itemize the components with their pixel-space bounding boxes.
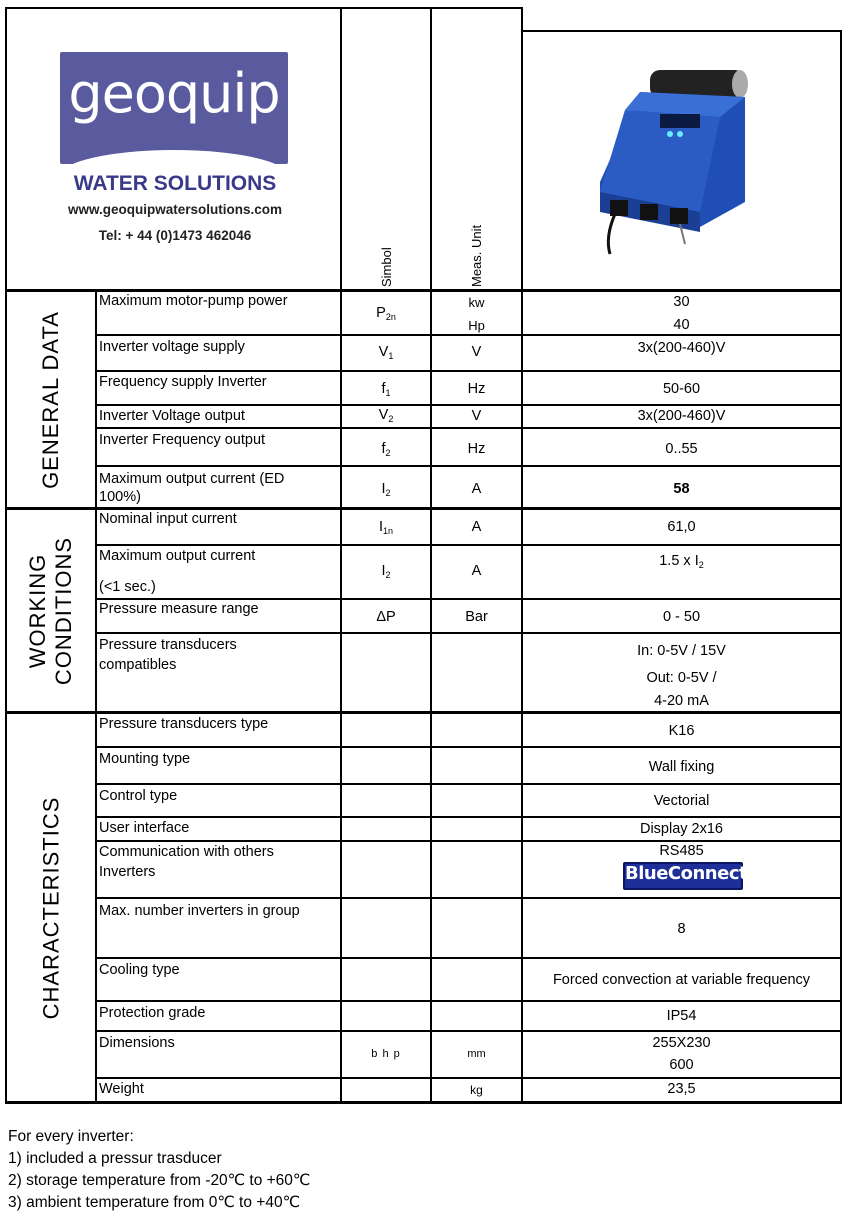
value-transducers-out: Out: 0-5V / <box>646 670 717 686</box>
symbol-main: I <box>381 481 386 497</box>
unit-voltage-output: V <box>471 408 482 424</box>
unit-column-header: Meas. Unit <box>469 224 484 287</box>
working-line2: CONDITIONS <box>51 536 76 685</box>
symbol-main: f <box>381 441 386 457</box>
symbol-frequency-supply <box>342 381 430 402</box>
table-border <box>522 30 842 32</box>
symbol-sub: 1n <box>383 526 394 536</box>
label-transducers-compatibles: Pressure transducers <box>99 637 237 653</box>
label-mounting-type: Mounting type <box>99 751 191 767</box>
row-border <box>95 1000 842 1002</box>
label-max-group: Max. number inverters in group <box>99 903 300 919</box>
value-max-output-current-ed: 58 <box>673 481 690 497</box>
symbol-main: I <box>378 519 383 535</box>
label-transducer-type: Pressure transducers type <box>99 716 269 732</box>
label-pressure-range: Pressure measure range <box>99 601 259 617</box>
symbol-max-power <box>342 305 430 326</box>
value-max-group: 8 <box>677 921 686 937</box>
row-border <box>95 334 842 336</box>
symbol-dimensions: b h p <box>371 1048 401 1060</box>
value-nominal-input-current: 61,0 <box>667 519 696 535</box>
symbol-sub: 2 <box>385 570 391 580</box>
table-border <box>5 289 842 292</box>
notes-intro: For every inverter: <box>8 1128 134 1145</box>
value-weight: 23,5 <box>667 1081 696 1097</box>
value-max-output-current-short <box>523 553 840 574</box>
label-protection-grade: Protection grade <box>99 1005 206 1021</box>
symbol-sub: 2 <box>385 448 391 458</box>
label-transducers-compatibles-2: compatibles <box>99 657 177 673</box>
note-1: 1) included a pressur trasducer <box>8 1150 222 1167</box>
unit-max-output-current-short: A <box>471 563 482 579</box>
symbol-max-output-current-short <box>342 563 430 584</box>
symbol-main: V <box>378 344 389 360</box>
row-border <box>95 816 842 818</box>
symbol-main: P <box>376 305 386 321</box>
row-border <box>95 465 842 467</box>
unit-max-output-current-ed: A <box>471 481 482 497</box>
section-general-data <box>7 292 95 507</box>
label-weight: Weight <box>99 1081 144 1097</box>
label-communication: Communication with others <box>99 844 274 860</box>
unit-weight: kg <box>470 1083 483 1097</box>
unit-hp: Hp <box>468 318 485 333</box>
value-frequency-output: 0..55 <box>665 441 698 457</box>
inverter-product-image <box>585 62 755 257</box>
symbol-main: I <box>381 563 386 579</box>
symbol-sub: 1 <box>385 388 391 398</box>
symbol-frequency-output <box>342 441 430 462</box>
label-user-interface: User interface <box>99 820 190 836</box>
value-power-hp: 40 <box>673 317 690 333</box>
unit-kw: kw <box>468 295 485 310</box>
section-characteristics <box>7 714 95 1101</box>
note-3: 3) ambient temperature from 0℃ to +40℃ <box>8 1194 300 1211</box>
label-control-type: Control type <box>99 788 178 804</box>
label-max-output-current-ed-2: 100%) <box>99 489 141 505</box>
logo-website: www.geoquipwatersolutions.com <box>67 202 283 217</box>
note-2: 2) storage temperature from -20℃ to +60℃ <box>8 1172 311 1189</box>
value-dimensions-2: 600 <box>669 1057 694 1073</box>
logo-phone: Tel: + 44 (0)1473 462046 <box>98 228 252 243</box>
label-max-output-current-short-2: (<1 sec.) <box>99 579 156 595</box>
value-control-type: Vectorial <box>653 793 710 809</box>
value-power-kw: 30 <box>673 294 690 310</box>
label-frequency-supply: Frequency supply Inverter <box>99 374 267 390</box>
value-user-interface: Display 2x16 <box>639 821 723 837</box>
row-border <box>95 632 842 634</box>
label-communication-2: Inverters <box>99 864 156 880</box>
row-border <box>95 598 842 600</box>
table-border <box>430 7 432 1103</box>
symbol-sub: 2 <box>388 414 394 424</box>
value-voltage-supply: 3x(200-460)V <box>637 340 726 356</box>
row-border <box>95 957 842 959</box>
value-frequency-supply: 50-60 <box>662 381 701 397</box>
value-transducers-out-2: 4-20 mA <box>654 693 709 709</box>
value-dimensions-1: 255X230 <box>652 1035 711 1051</box>
unit-nominal-input-current: A <box>471 519 482 535</box>
symbol-main: f <box>381 381 386 397</box>
blueconnect-logo: BlueConnect <box>623 862 743 890</box>
section-characteristics-label: CHARACTERISTICS <box>38 796 64 1019</box>
symbol-pressure-range: ΔP <box>376 609 396 625</box>
symbol-voltage-output <box>342 407 430 428</box>
logo-tagline: WATER SOLUTIONS <box>73 172 277 195</box>
value-voltage-output: 3x(200-460)V <box>637 408 726 424</box>
label-voltage-output: Inverter Voltage output <box>99 408 245 424</box>
label-frequency-output: Inverter Frequency output <box>99 432 266 448</box>
row-border <box>95 404 842 406</box>
row-border <box>95 897 842 899</box>
logo-name: geoquip <box>68 62 280 125</box>
value-communication: RS485 <box>659 843 704 859</box>
row-border <box>95 1077 842 1079</box>
value-transducer-type: K16 <box>668 723 695 739</box>
row-border <box>95 1030 842 1032</box>
label-voltage-supply: Inverter voltage supply <box>99 339 245 355</box>
row-border <box>95 370 842 372</box>
symbol-sub: 1 <box>388 351 394 361</box>
value-sub: 2 <box>698 560 704 570</box>
section-working-label <box>25 536 77 684</box>
symbol-sub: 2 <box>385 488 391 498</box>
section-working-conditions <box>7 510 95 711</box>
value-cooling-type: Forced convection at variable frequency <box>552 972 811 988</box>
table-border <box>5 1101 842 1104</box>
label-dimensions: Dimensions <box>99 1035 175 1051</box>
row-border <box>95 746 842 748</box>
row-border <box>95 544 842 546</box>
table-border <box>5 7 523 9</box>
label-max-output-current-ed: Maximum output current (ED <box>99 471 285 487</box>
table-border <box>95 290 97 1103</box>
symbol-sub: 2n <box>385 312 396 322</box>
unit-voltage-supply: V <box>471 344 482 360</box>
unit-frequency-supply: Hz <box>467 381 486 397</box>
unit-dimensions: mm <box>467 1048 486 1060</box>
value-protection-grade: IP54 <box>666 1008 697 1024</box>
section-general-label: GENERAL DATA <box>38 310 64 489</box>
table-border <box>840 30 842 1103</box>
row-border <box>95 427 842 429</box>
working-line1: WORKING <box>25 553 50 668</box>
symbol-voltage-supply <box>342 344 430 365</box>
table-border <box>340 7 342 1103</box>
symbol-max-output-current-ed <box>342 481 430 502</box>
value-mounting-type: Wall fixing <box>648 759 715 775</box>
value-main: 1.5 x I <box>659 553 699 569</box>
section-border <box>5 711 842 714</box>
unit-pressure-range: Bar <box>465 609 488 625</box>
row-border <box>95 840 842 842</box>
symbol-main: V <box>378 407 389 423</box>
value-pressure-range: 0 - 50 <box>662 609 701 625</box>
symbol-column-header: Simbol <box>379 247 394 287</box>
row-border <box>95 783 842 785</box>
unit-frequency-output: Hz <box>467 441 486 457</box>
logo-box <box>60 52 288 164</box>
label-max-power: Maximum motor-pump power <box>99 293 288 309</box>
symbol-nominal-input-current <box>342 519 430 540</box>
value-transducers-in: In: 0-5V / 15V <box>637 643 726 659</box>
label-nominal-input-current: Nominal input current <box>99 511 237 527</box>
label-max-output-current-short: Maximum output current <box>99 548 256 564</box>
label-cooling-type: Cooling type <box>99 962 180 978</box>
section-border <box>5 507 842 510</box>
